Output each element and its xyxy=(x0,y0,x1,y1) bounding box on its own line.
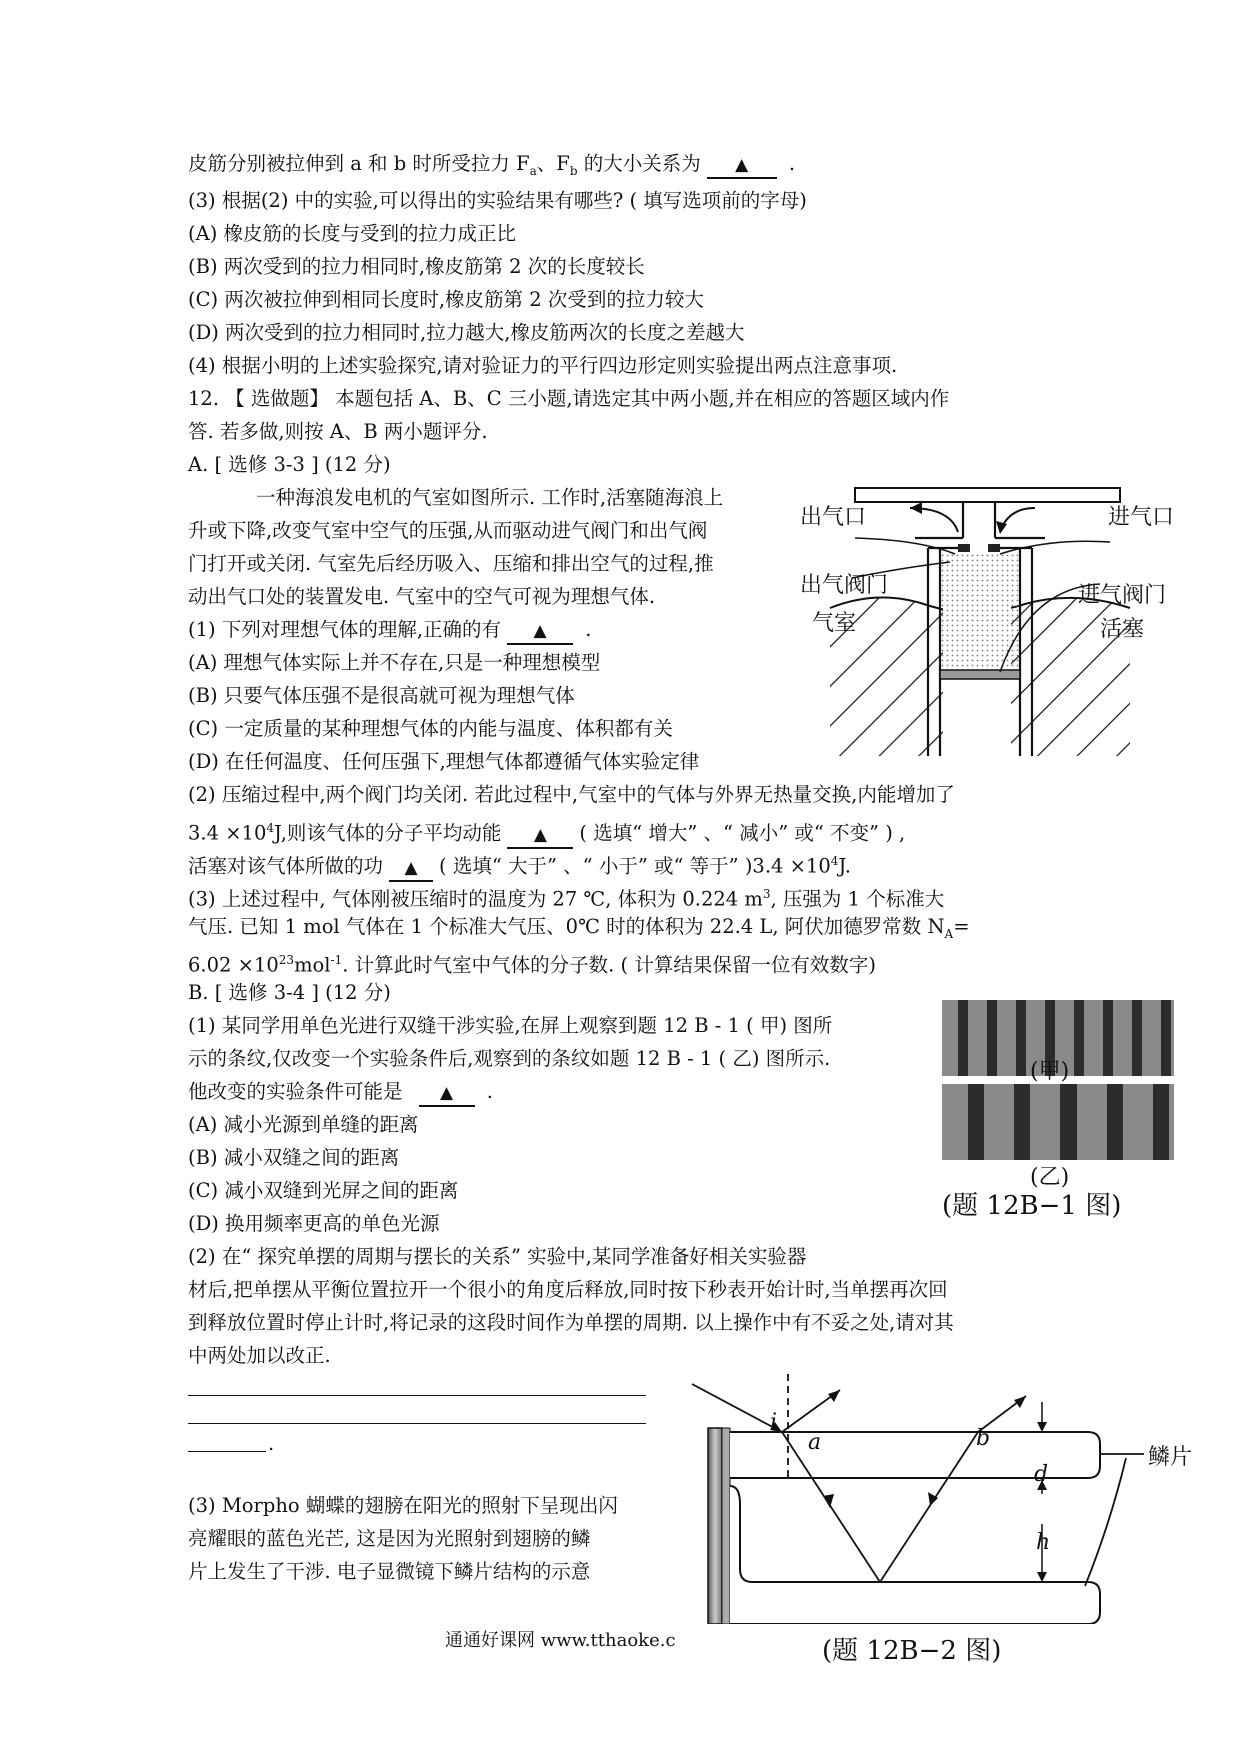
subscript: a xyxy=(529,163,537,178)
text: 皮筋分别被拉伸到 a 和 b 时所受拉力 F xyxy=(188,152,530,175)
answer-blank[interactable]: ▲ xyxy=(419,1081,475,1107)
line-13: 门打开或关闭. 气室先后经历吸入、压缩和排出空气的过程,推 xyxy=(188,552,714,575)
label-thickness-d: d xyxy=(1034,1462,1049,1487)
dark-fringe xyxy=(1161,1000,1171,1076)
label-point-b: b xyxy=(976,1426,991,1451)
text: 、F xyxy=(536,152,570,175)
dark-fringe xyxy=(1016,1000,1026,1076)
line-27: (1) 某同学用单色光进行双缝干涉实验,在屏上观察到题 12 B - 1 ( 甲) 图所 xyxy=(188,1014,833,1037)
fringe-pattern-yi xyxy=(942,1084,1174,1160)
text: 他改变的实验条件可能是 xyxy=(188,1080,403,1103)
caption-12b-1: (题 12B−1 图) xyxy=(942,1191,1122,1221)
label-yi: (乙) xyxy=(1030,1165,1070,1190)
dark-fringe xyxy=(1060,1084,1076,1160)
line-23 xyxy=(188,882,944,912)
answer-line-2[interactable] xyxy=(188,1423,646,1424)
answer-blank[interactable]: ▲ xyxy=(507,619,573,645)
answer-blank[interactable]: ▲ xyxy=(389,856,433,882)
section-a-heading: A. [ 选修 3-3 ] (12 分) xyxy=(188,453,391,476)
label-chamber: 气室 xyxy=(812,611,857,636)
piston xyxy=(940,670,1020,679)
dark-fringe xyxy=(968,1084,984,1160)
line-21 xyxy=(188,816,905,849)
answer-blank[interactable]: ▲ xyxy=(507,823,573,849)
dark-fringe xyxy=(1107,1084,1123,1160)
line-22 xyxy=(188,849,851,882)
section-b-heading: B. [ 选修 3-4 ] (12 分) xyxy=(188,981,391,1004)
label-scale: 鳞片 xyxy=(1148,1445,1193,1470)
label-angle-i: i xyxy=(770,1410,778,1435)
line-15 xyxy=(188,618,591,645)
option-b: (B) 只要气体压强不是很高就可视为理想气体 xyxy=(188,684,575,707)
option-c: (C) 一定质量的某种理想气体的内能与温度、体积都有关 xyxy=(188,717,673,740)
outlet-valve xyxy=(958,544,970,552)
label-point-a: a xyxy=(808,1430,822,1455)
line-12: 升或下降,改变气室中空气的压强,从而驱动进气阀门和出气阀 xyxy=(188,519,708,542)
line-11: 一种海浪发电机的气室如图所示. 工作时,活塞随海浪上 xyxy=(256,486,724,509)
line-40: 亮耀眼的蓝色光芒, 这是因为光照射到翅膀的鳞 xyxy=(188,1527,591,1550)
question-12-heading: 12. 【 选做题】 本题包括 A、B、C 三小题,请选定其中两小题,并在相应的答题区域内作 xyxy=(188,387,950,410)
dark-fringe xyxy=(1153,1084,1169,1160)
line-29 xyxy=(188,1080,493,1107)
option-a: (A) 减小光源到单缝的距离 xyxy=(188,1113,419,1136)
option-b: (B) 减小双缝之间的距离 xyxy=(188,1146,400,1169)
text: 3.4 ×10 xyxy=(188,821,267,845)
text: . 计算此时气室中气体的分子数. ( 计算结果保留一位有效数字) xyxy=(342,953,876,977)
line-39: (3) Morpho 蝴蝶的翅膀在阳光的照射下呈现出闪 xyxy=(188,1494,618,1517)
line-20: (2) 压缩过程中,两个阀门均关闭. 若此过程中,气室中的气体与外界无热量交换,内能增加了 xyxy=(188,783,955,806)
option-b: (B) 两次受到的拉力相同时,橡皮筋第 2 次的长度较长 xyxy=(188,255,645,278)
superscript: 4 xyxy=(830,854,839,868)
scale-structure-figure xyxy=(680,1374,1150,1624)
text: . xyxy=(782,152,796,175)
label-jia: (甲) xyxy=(1030,1059,1070,1084)
text: 活塞对该气体所做的功 xyxy=(188,854,384,878)
text: J. xyxy=(838,854,851,878)
line-7: (4) 根据小明的上述实验探究,请对验证力的平行四边形定则实验提出两点注意事项. xyxy=(188,354,898,377)
text: . xyxy=(579,618,592,641)
text: 6.02 ×10 xyxy=(188,953,279,977)
text: . xyxy=(480,1080,493,1103)
text: J,则该气体的分子平均动能 xyxy=(274,821,502,845)
text: ( 选填“ 大于” 、“ 小于” 或“ 等于” )3.4 ×10 xyxy=(439,854,831,878)
option-d: (D) 换用频率更高的单色光源 xyxy=(188,1212,440,1235)
label-piston: 活塞 xyxy=(1100,617,1145,642)
label-outlet: 出气口 xyxy=(800,505,867,530)
superscript: 4 xyxy=(266,821,275,835)
option-d: (D) 在任何温度、任何压强下,理想气体都遵循气体实验定律 xyxy=(188,750,700,773)
dark-fringe xyxy=(1074,1000,1084,1076)
answer-blank[interactable]: ▲ xyxy=(707,153,777,179)
inlet-valve xyxy=(988,544,1000,552)
superscript: 23 xyxy=(278,953,295,967)
line-41: 片上发生了干涉. 电子显微镜下鳞片结构的示意 xyxy=(188,1560,591,1583)
text: 气压. 已知 1 mol 气体在 1 个标准大气压、0℃ 时的体积为 22.4 L, 阿伏加德罗常数 N xyxy=(188,915,945,938)
dark-fringe xyxy=(1132,1000,1142,1076)
line-9: 答. 若多做,则按 A、B 两小题评分. xyxy=(188,420,488,443)
option-a: (A) 理想气体实际上并不存在,只是一种理想模型 xyxy=(188,651,601,674)
line-34: (2) 在“ 探究单摆的周期与摆长的关系” 实验中,某同学准备好相关实验器 xyxy=(188,1245,807,1268)
superscript: 3 xyxy=(762,887,771,901)
subscript: A xyxy=(944,926,954,941)
answer-end: . xyxy=(268,1432,275,1455)
line-1 xyxy=(188,152,795,183)
label-outlet-valve: 出气阀门 xyxy=(800,573,889,598)
line-25 xyxy=(188,948,876,978)
text: mol xyxy=(294,953,331,977)
subscript: b xyxy=(569,163,578,178)
line-28: 示的条纹,仅改变一个实验条件后,观察到的条纹如题 12 B - 1 ( 乙) 图所示. xyxy=(188,1047,831,1070)
text: = xyxy=(953,915,970,938)
text: (3) 上述过程中, 气体刚被压缩时的温度为 27 ℃, 体积为 0.224 m xyxy=(188,887,763,911)
line-36: 到释放位置时停止计时,将记录的这段时间作为单摆的周期. 以上操作中有不妥之处,请对其 xyxy=(188,1311,954,1334)
page-footer: 通通好课网 www.tthaoke.c xyxy=(445,1630,676,1651)
option-d: (D) 两次受到的拉力相同时,拉力越大,橡皮筋两次的长度之差越大 xyxy=(188,321,745,344)
option-c: (C) 两次被拉伸到相同长度时,橡皮筋第 2 次受到的拉力较大 xyxy=(188,288,704,311)
base-wall xyxy=(708,1428,722,1624)
text: 的大小关系为 xyxy=(577,152,701,175)
answer-line-1[interactable] xyxy=(188,1395,646,1396)
lower-scale xyxy=(730,1486,1100,1624)
line-35: 材后,把单摆从平衡位置拉开一个很小的角度后释放,同时按下秒表开始计时,当单摆再次回 xyxy=(188,1278,948,1301)
superscript: -1 xyxy=(330,953,343,967)
label-inlet-valve: 进气阀门 xyxy=(1078,583,1167,608)
text: (1) 下列对理想气体的理解,正确的有 xyxy=(188,618,502,641)
top-plate xyxy=(855,488,1120,502)
line-14: 动出气口处的装置发电. 气室中的空气可视为理想气体. xyxy=(188,585,656,608)
line-37: 中两处加以改正. xyxy=(188,1344,331,1367)
option-c: (C) 减小双缝到光屏之间的距离 xyxy=(188,1179,459,1202)
label-inlet: 进气口 xyxy=(1108,505,1175,530)
dark-fringe xyxy=(987,1000,997,1076)
answer-line-3[interactable] xyxy=(188,1451,266,1452)
dark-fringe xyxy=(1103,1000,1113,1076)
caption-12b-2: (题 12B−2 图) xyxy=(822,1636,1002,1666)
line-24 xyxy=(188,915,970,946)
text: ( 选填“ 增大” 、“ 减小” 或“ 不变” ) , xyxy=(579,821,906,845)
dark-fringe xyxy=(1014,1084,1030,1160)
label-gap-h: h xyxy=(1036,1530,1051,1555)
dark-fringe xyxy=(958,1000,968,1076)
option-a: (A) 橡皮筋的长度与受到的拉力成正比 xyxy=(188,222,516,245)
line-2: (3) 根据(2) 中的实验,可以得出的实验结果有哪些? ( 填写选项前的字母) xyxy=(188,189,807,212)
text: , 压强为 1 个标准大 xyxy=(770,887,945,911)
